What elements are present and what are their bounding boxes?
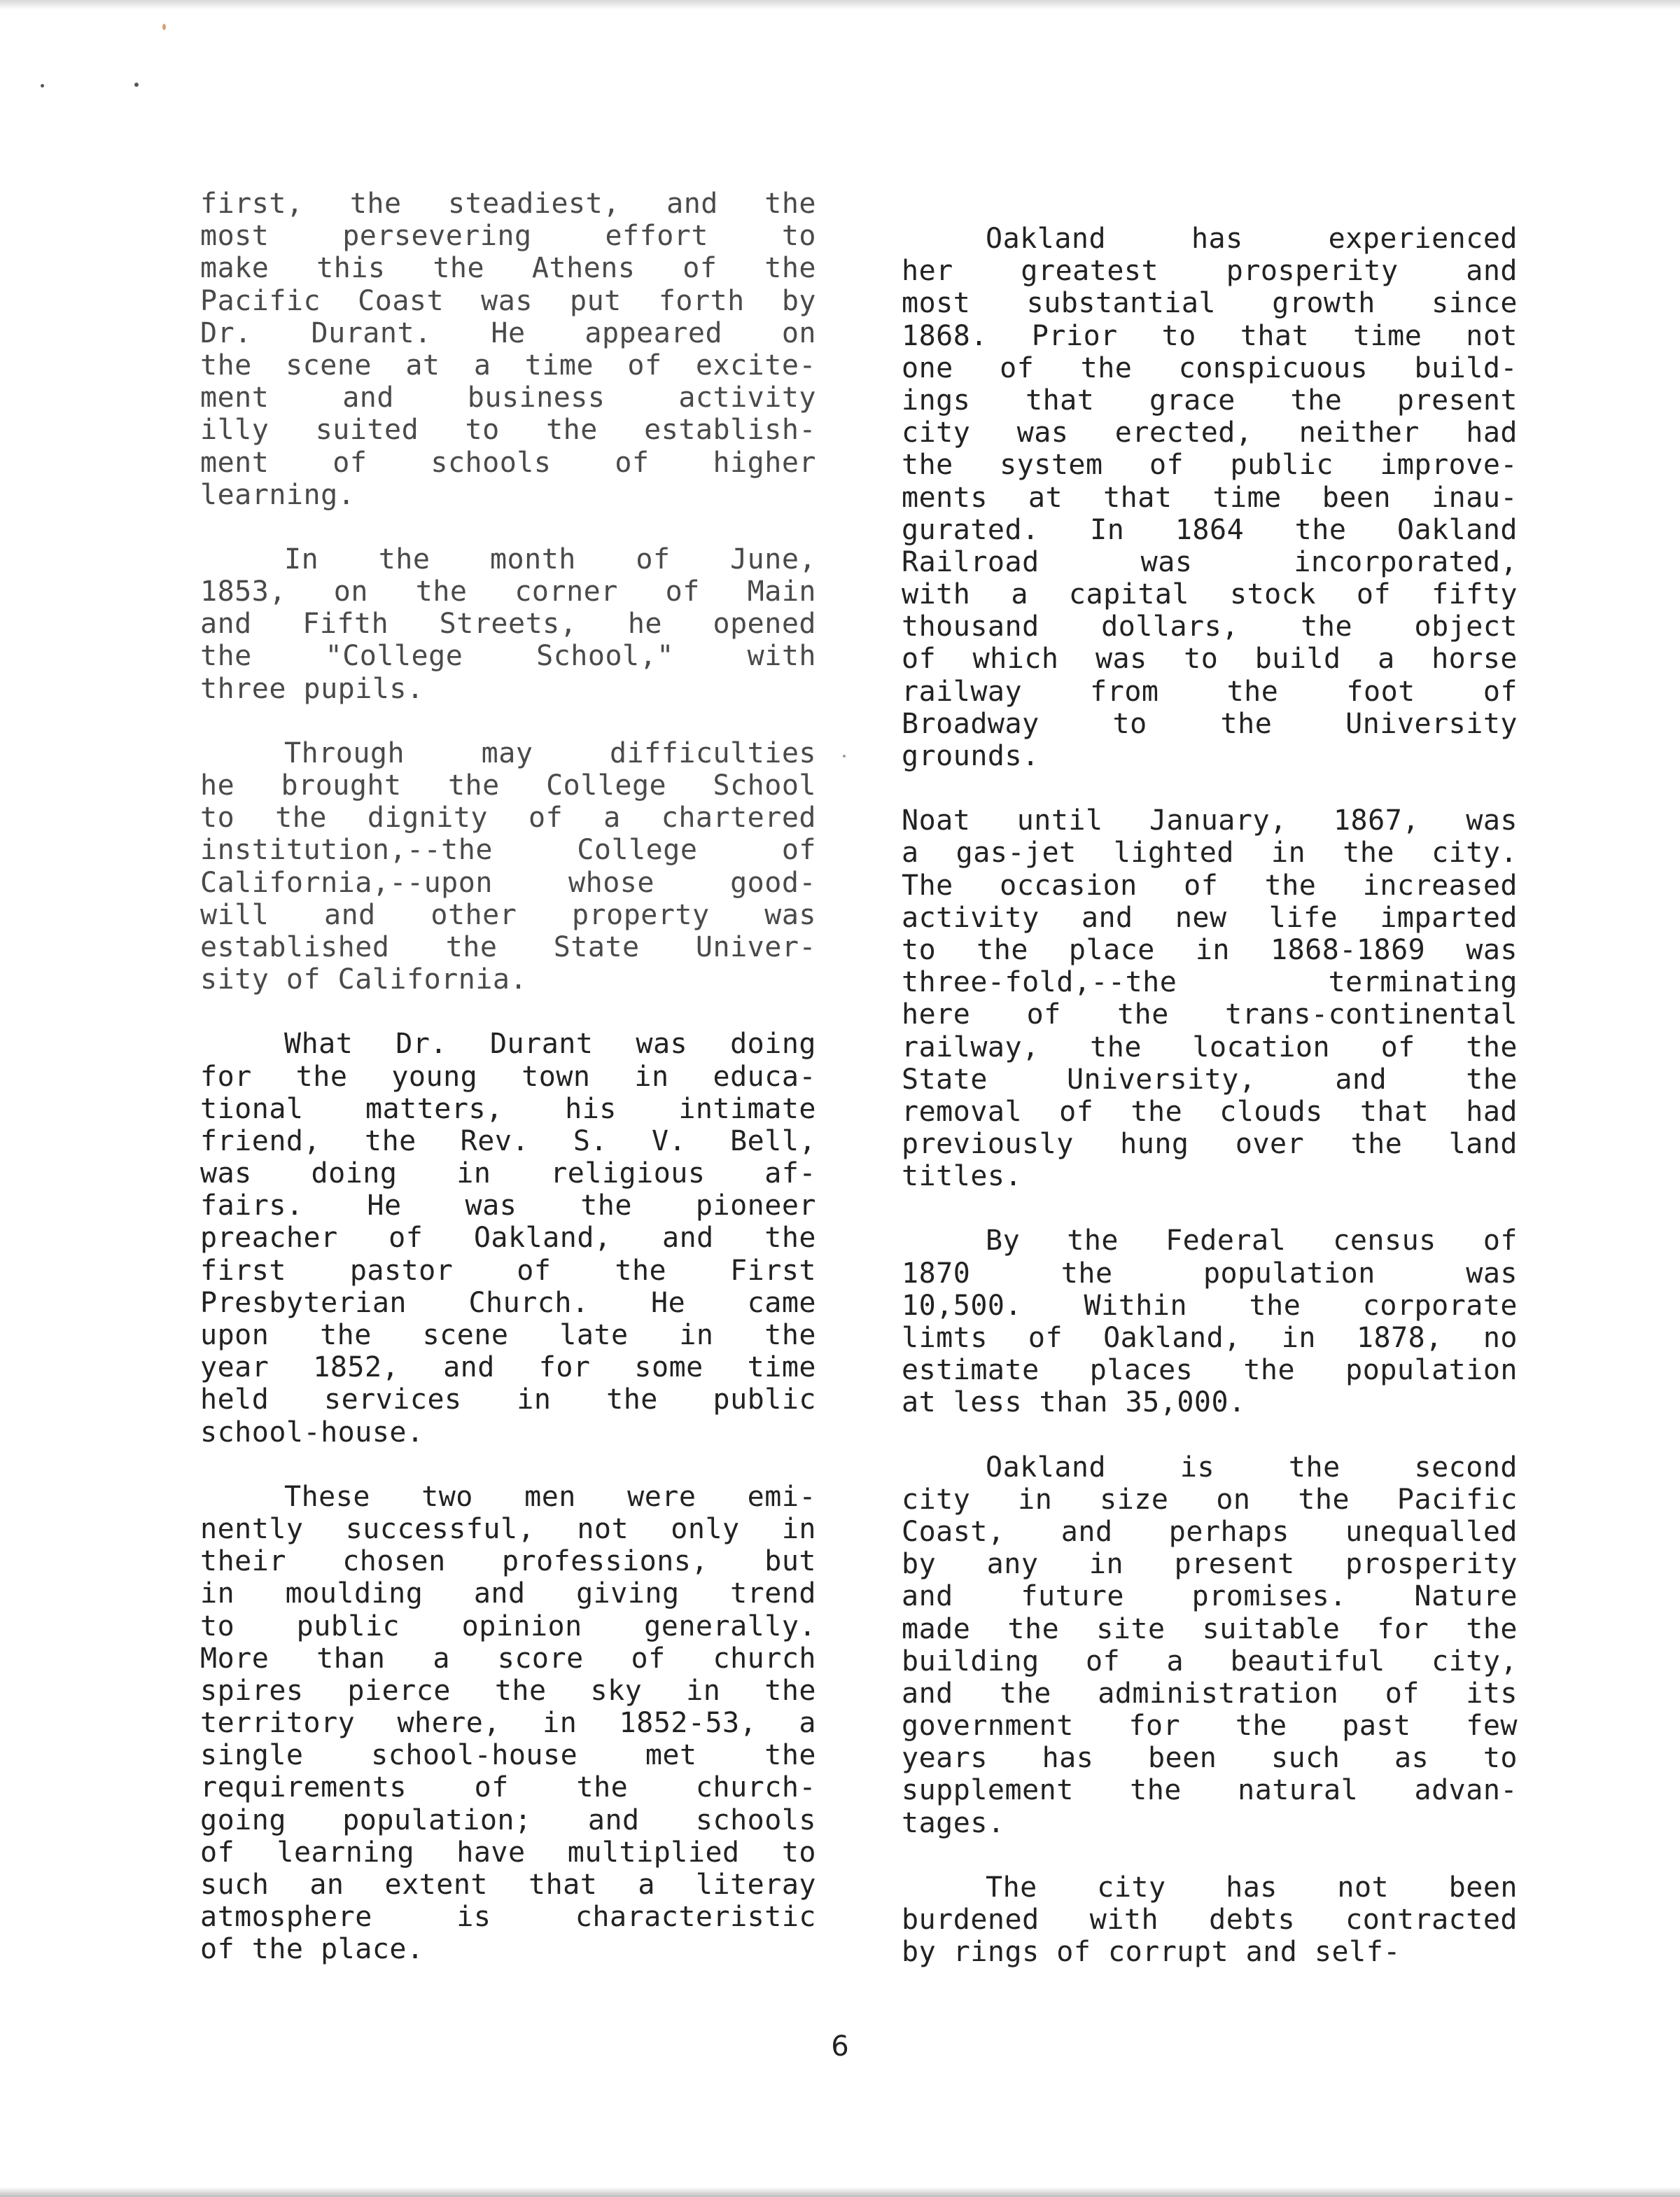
text-line: and Fifth Streets, he opened bbox=[200, 608, 816, 641]
text-line: to the dignity of a chartered bbox=[200, 802, 816, 835]
text-line: Railroad was incorporated, bbox=[902, 545, 1518, 578]
right-text-column bbox=[902, 223, 1518, 2000]
text-line: Presbyterian Church. He came bbox=[200, 1286, 816, 1319]
text-line: illy suited to the establish- bbox=[200, 414, 816, 447]
page-number: 6 bbox=[831, 2030, 849, 2063]
text-line: by rings of corrupt and self- bbox=[902, 1936, 1401, 1969]
text-line: 1868. Prior to that time not bbox=[902, 319, 1518, 352]
scan-speck bbox=[843, 755, 846, 758]
paragraph bbox=[200, 1481, 816, 1966]
text-line: one of the conspicuous build- bbox=[902, 351, 1518, 384]
text-line: first pastor of the First bbox=[200, 1254, 816, 1287]
text-line: estimate places the population bbox=[902, 1354, 1518, 1387]
text-line: friend, the Rev. S. V. Bell, bbox=[200, 1124, 816, 1157]
text-line: her greatest prosperity and bbox=[902, 255, 1518, 288]
text-line: years has been such as to bbox=[902, 1742, 1518, 1775]
text-line: here of the trans-continental bbox=[902, 998, 1518, 1031]
text-line: activity and new life imparted bbox=[902, 901, 1518, 934]
text-line: gurated. In 1864 the Oakland bbox=[902, 513, 1518, 546]
text-line: Pacific Coast was put forth by bbox=[200, 284, 816, 317]
text-line: Dr. Durant. He appeared on bbox=[200, 316, 816, 349]
scan-speck bbox=[162, 24, 166, 30]
text-line: thousand dollars, the object bbox=[902, 611, 1518, 643]
text-line: nently successful, not only in bbox=[200, 1512, 816, 1545]
text-line: to public opinion generally. bbox=[200, 1610, 816, 1642]
text-line: school-house. bbox=[200, 1416, 424, 1449]
text-line: make this the Athens of the bbox=[200, 252, 816, 285]
text-line: of the place. bbox=[200, 1933, 424, 1966]
scan-edge-top bbox=[0, 0, 1680, 10]
text-line: supplement the natural advan- bbox=[902, 1774, 1518, 1807]
text-line: the "College School," with bbox=[200, 640, 816, 673]
text-line: most persevering effort to bbox=[200, 220, 816, 253]
text-line: 1870 the population was bbox=[902, 1257, 1518, 1290]
text-line: of learning have multiplied to bbox=[200, 1836, 816, 1869]
text-line: ments at that time been inau- bbox=[902, 481, 1518, 514]
paragraph bbox=[200, 1028, 816, 1448]
text-line: their chosen professions, but bbox=[200, 1545, 816, 1578]
text-line: California,--upon whose good- bbox=[200, 866, 816, 899]
text-line: limts of Oakland, in 1878, no bbox=[902, 1322, 1518, 1354]
text-line: Noat until January, 1867, was bbox=[902, 804, 1518, 837]
text-line: with a capital stock of fifty bbox=[902, 578, 1518, 611]
scan-speck bbox=[41, 84, 44, 88]
text-line: Broadway to the University bbox=[902, 707, 1518, 740]
text-line: by any in present prosperity bbox=[902, 1548, 1518, 1581]
text-line: held services in the public bbox=[200, 1383, 816, 1416]
text-line: ment and business activity bbox=[200, 382, 816, 414]
text-line: More than a score of church bbox=[200, 1642, 816, 1675]
text-line: three pupils. bbox=[200, 672, 424, 705]
text-line: going population; and schools bbox=[200, 1804, 816, 1836]
text-line: and the administration of its bbox=[902, 1677, 1518, 1710]
text-line: State University, and the bbox=[902, 1063, 1518, 1096]
paragraph bbox=[200, 737, 816, 996]
text-line: a gas-jet lighted in the city. bbox=[902, 837, 1518, 870]
text-line: the scene at a time of excite- bbox=[200, 349, 816, 382]
text-line: government for the past few bbox=[902, 1710, 1518, 1743]
text-line: first, the steadiest, and the bbox=[200, 188, 816, 220]
text-line: city in size on the Pacific bbox=[902, 1483, 1518, 1516]
text-line: What Dr. Durant was doing bbox=[284, 1028, 816, 1061]
text-line: In the month of June, bbox=[284, 543, 816, 576]
text-line: railway, the location of the bbox=[902, 1031, 1518, 1063]
text-line: 10,500. Within the corporate bbox=[902, 1289, 1518, 1322]
text-line: most substantial growth since bbox=[902, 287, 1518, 320]
text-line: year 1852, and for some time bbox=[200, 1351, 816, 1384]
text-line: to the place in 1868-1869 was bbox=[902, 933, 1518, 966]
text-line: grounds. bbox=[902, 740, 1040, 772]
text-line: Coast, and perhaps unequalled bbox=[902, 1515, 1518, 1548]
text-line: city was erected, neither had bbox=[902, 417, 1518, 449]
paragraph bbox=[902, 1225, 1518, 1418]
text-line: will and other property was bbox=[200, 898, 816, 931]
text-line: made the site suitable for the bbox=[902, 1612, 1518, 1645]
paragraph bbox=[902, 223, 1518, 772]
paragraph bbox=[902, 1451, 1518, 1839]
text-line: territory where, in 1852-53, a bbox=[200, 1707, 816, 1740]
text-line: for the young town in educa- bbox=[200, 1060, 816, 1093]
text-line: ings that grace the present bbox=[902, 384, 1518, 417]
text-line: ment of schools of higher bbox=[200, 446, 816, 479]
text-line: Oakland has experienced bbox=[986, 223, 1518, 255]
text-line: established the State Univer- bbox=[200, 930, 816, 963]
text-line: titles. bbox=[902, 1160, 1023, 1193]
text-line: tages. bbox=[902, 1806, 1005, 1839]
text-line: By the Federal census of bbox=[986, 1225, 1518, 1257]
text-line: previously hung over the land bbox=[902, 1128, 1518, 1161]
left-text-column bbox=[200, 188, 816, 1998]
text-line: in moulding and giving trend bbox=[200, 1577, 816, 1610]
paragraph bbox=[200, 188, 816, 511]
text-line: Oakland is the second bbox=[986, 1451, 1518, 1484]
text-line: The city has not been bbox=[986, 1871, 1518, 1904]
text-line: tional matters, his intimate bbox=[200, 1092, 816, 1125]
text-line: fairs. He was the pioneer bbox=[200, 1190, 816, 1222]
text-line: such an extent that a literay bbox=[200, 1869, 816, 1901]
text-line: requirements of the church- bbox=[200, 1771, 816, 1804]
text-line: was doing in religious af- bbox=[200, 1157, 816, 1190]
text-line: single school-house met the bbox=[200, 1739, 816, 1772]
text-line: the system of public improve- bbox=[902, 449, 1518, 482]
paragraph bbox=[902, 1871, 1518, 1969]
text-line: he brought the College School bbox=[200, 769, 816, 802]
text-line: and future promises. Nature bbox=[902, 1580, 1518, 1613]
paragraph bbox=[902, 804, 1518, 1192]
text-line: removal of the clouds that had bbox=[902, 1095, 1518, 1128]
paragraph bbox=[200, 543, 816, 705]
text-line: These two men were emi- bbox=[284, 1480, 816, 1513]
text-line: learning. bbox=[200, 478, 356, 511]
text-line: building of a beautiful city, bbox=[902, 1645, 1518, 1678]
text-line: atmosphere is characteristic bbox=[200, 1901, 816, 1934]
text-line: of which was to build a horse bbox=[902, 643, 1518, 676]
text-line: preacher of Oakland, and the bbox=[200, 1222, 816, 1255]
text-line: institution,--the College of bbox=[200, 834, 816, 867]
text-line: burdened with debts contracted bbox=[902, 1904, 1518, 1936]
text-line: upon the scene late in the bbox=[200, 1319, 816, 1351]
text-line: railway from the foot of bbox=[902, 675, 1518, 708]
text-line: sity of California. bbox=[200, 963, 528, 996]
scan-speck bbox=[134, 83, 139, 87]
text-line: three-fold,--the terminating bbox=[902, 966, 1518, 999]
text-line: spires pierce the sky in the bbox=[200, 1674, 816, 1707]
text-line: The occasion of the increased bbox=[902, 869, 1518, 902]
text-line: Through may difficulties bbox=[284, 737, 816, 769]
text-line: at less than 35,000. bbox=[902, 1386, 1246, 1419]
scan-edge-bottom bbox=[0, 2187, 1680, 2197]
text-line: 1853, on the corner of Main bbox=[200, 576, 816, 608]
